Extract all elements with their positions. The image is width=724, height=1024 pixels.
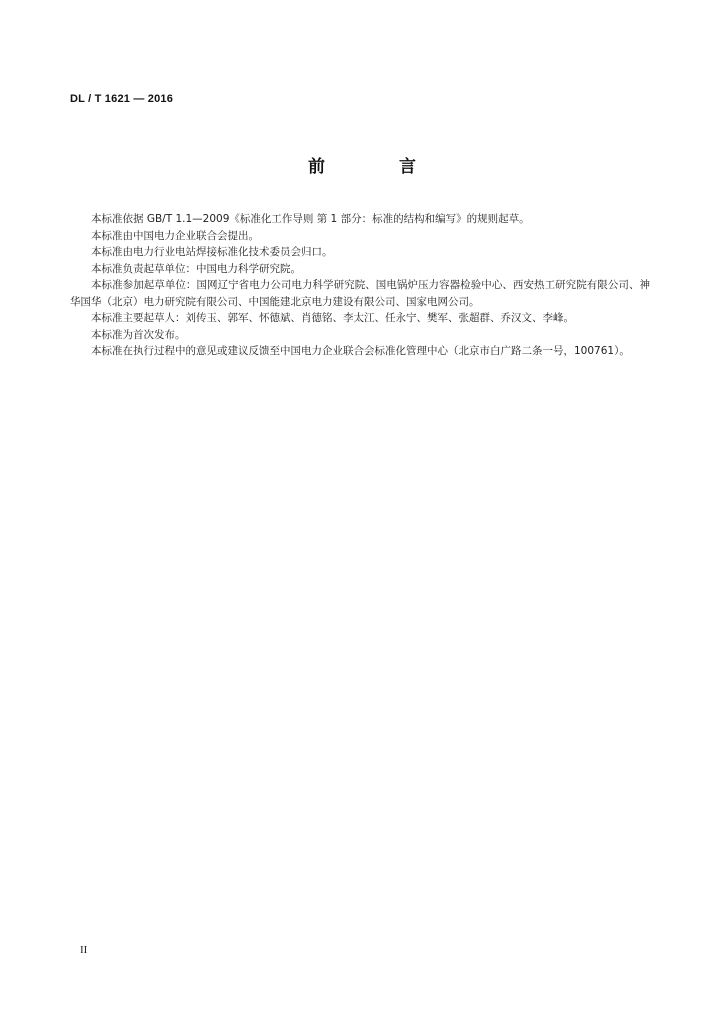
standard-code: DL / T 1621 — 2016 — [70, 93, 174, 105]
foreword-body — [70, 211, 650, 360]
paragraph-drafting-rule: 本标准依据 GB/T 1.1—2009《标准化工作导则 第 1 部分：标准的结构和编写》的规则起草。 — [91, 213, 530, 225]
paragraph-first-release: 本标准为首次发布。 — [91, 328, 186, 341]
paragraph-proposer: 本标准由中国电力企业联合会提出。 — [91, 229, 259, 242]
paragraph-main-drafters: 本标准主要起草人：刘传玉、郭军、怀德斌、肖德铭、李太江、任永宁、樊军、张超群、乔汉文、李峰。 — [91, 312, 574, 324]
paragraph-participating-units: 本标准参加起草单位：国网辽宁省电力公司电力科学研究院、国电锅炉压力容器检验中心、西安热工研究院有限公司、神华国华（北京）电力研究院有限公司、中国能建北京电力建设有限公司、国家电网公司。 — [70, 279, 650, 308]
paragraph-feedback: 本标准在执行过程中的意见或建议反馈至中国电力企业联合会标准化管理中心（北京市白广路二条一号，100761）。 — [91, 345, 630, 357]
page-title: 前 言 — [308, 157, 450, 177]
paragraph-committee: 本标准由电力行业电站焊接标准化技术委员会归口。 — [91, 246, 333, 258]
paragraph-lead-drafter: 本标准负责起草单位：中国电力科学研究院。 — [91, 262, 301, 275]
page-number: II — [80, 944, 88, 956]
